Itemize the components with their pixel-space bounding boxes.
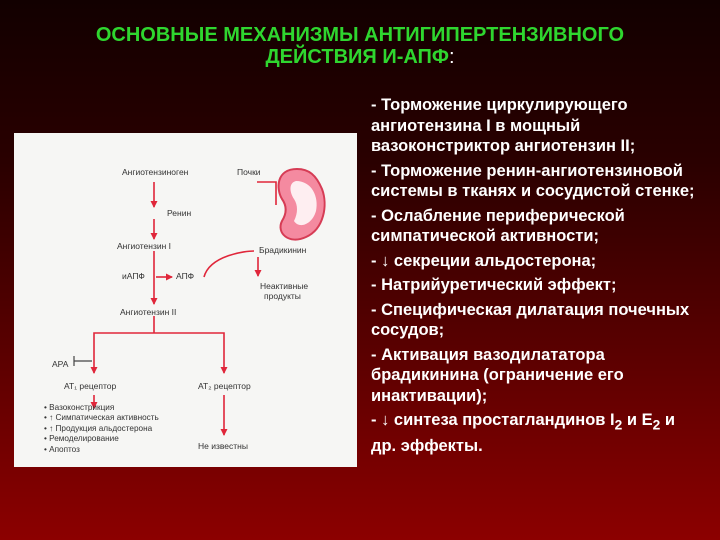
arrow-branch xyxy=(94,333,224,357)
label-at1: АТ₁ рецептор xyxy=(64,381,117,391)
effect-item: • ↑ Симпатическая активность xyxy=(44,413,159,423)
bullet-8-sub2: 2 xyxy=(652,417,661,433)
effect-item: • Ремоделирование xyxy=(44,434,119,444)
label-angiotensin1: Ангиотензин I xyxy=(117,241,172,251)
effect-item: • Апоптоз xyxy=(44,444,80,454)
title-line-2 xyxy=(20,46,700,68)
label-inactive-2: продукты xyxy=(264,291,301,301)
label-inactive-1: Неактивные xyxy=(260,281,309,291)
title-line-2-text: ДЕЙСТВИЯ И-АПФ xyxy=(265,46,449,68)
slide-title xyxy=(20,24,700,68)
bullet-8-prefix: - ↓ синтеза простагландинов I xyxy=(371,411,615,429)
bullet-2: - Торможение ренин-ангиотензиновой системы в тканях и сосудистой стенке; xyxy=(371,161,695,200)
label-iapf: иАПФ xyxy=(122,271,145,281)
label-renin: Ренин xyxy=(167,208,192,218)
label-apf: АПФ xyxy=(176,271,195,281)
effect-item: • ↑ Продукция альдостерона xyxy=(44,423,153,433)
label-ara: АРА xyxy=(52,359,69,369)
mechanism-list xyxy=(371,95,701,460)
effect-item: • Вазоконстрикция xyxy=(44,403,115,412)
bullet-8 xyxy=(371,410,701,456)
bullet-5: - Натрийуретический эффект; xyxy=(371,276,617,294)
label-angiotensin2: Ангиотензин II xyxy=(120,307,177,317)
title-colon: : xyxy=(448,46,455,68)
title-line-1: ОСНОВНЫЕ МЕХАНИЗМЫ АНТИГИПЕРТЕНЗИВНОГО xyxy=(95,24,625,46)
arrow-apf-bradykinin-curve xyxy=(204,251,254,277)
bullet-8-sub1: 2 xyxy=(614,417,623,433)
label-angiotensinogen: Ангиотензиноген xyxy=(122,167,189,177)
label-unknown: Не известны xyxy=(198,441,248,451)
label-at2: АТ₂ рецептор xyxy=(198,381,251,391)
label-kidneys: Почки xyxy=(237,167,261,177)
bullet-8-mid: и Е xyxy=(622,411,653,429)
bullet-4: - ↓ секреции альдостерона; xyxy=(371,251,597,270)
raas-diagram xyxy=(14,133,357,467)
bullet-8-suffix: и др. эффекты. xyxy=(371,411,675,455)
label-bradykinin: Брадикинин xyxy=(259,245,307,255)
bullet-1: - Торможение циркулирующего ангиотензина I в мощный вазоконстриктор ангиотензин II; xyxy=(371,96,636,155)
bullet-6: - Специфическая дилатация почечных сосудов; xyxy=(371,300,690,339)
arrow-kidney-to-renin xyxy=(257,182,276,205)
bullet-7: - Активация вазодилататора брадикинина (ограничение его инактивации); xyxy=(371,345,624,405)
at1-effects-list xyxy=(44,403,199,455)
bullet-3: - Ослабление периферической симпатической активности; xyxy=(371,206,625,245)
